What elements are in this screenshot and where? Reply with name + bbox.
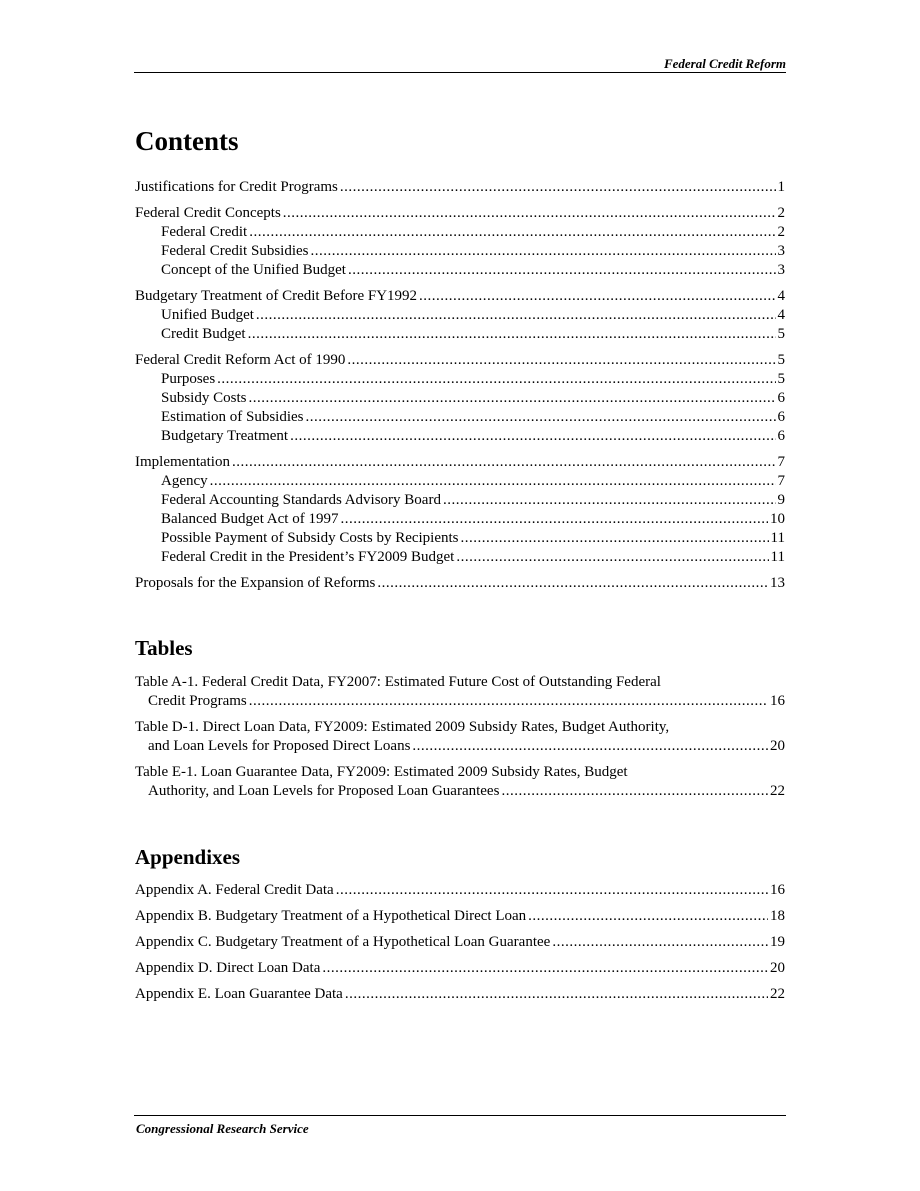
- toc-entry-label: Budgetary Treatment: [161, 428, 289, 444]
- toc-entry-section[interactable]: [135, 351, 785, 370]
- dot-leader: [248, 389, 775, 408]
- appendix-entry[interactable]: [135, 881, 785, 900]
- toc-entry-label: Credit Budget: [161, 326, 246, 342]
- toc-entry-page-number: 3: [777, 243, 785, 259]
- toc-entry-page-number: 11: [770, 530, 785, 546]
- toc-entry-subsection[interactable]: [135, 472, 785, 491]
- toc-entry-page-number: 9: [777, 492, 785, 508]
- toc-entry-label: Appendix A. Federal Credit Data: [135, 882, 334, 898]
- toc-entry-page-number: 6: [777, 390, 785, 406]
- contents-heading: Contents: [135, 126, 239, 156]
- toc-entry-page-number: 1: [777, 179, 785, 195]
- toc-entry-label: Justifications for Credit Programs: [135, 179, 338, 195]
- dot-leader: [217, 370, 775, 389]
- toc-entry-subsection[interactable]: [135, 491, 785, 510]
- toc-entry-page-number: 6: [777, 409, 785, 425]
- appendix-entry[interactable]: [135, 907, 785, 926]
- dot-leader: [461, 529, 769, 548]
- toc-entry-label: Federal Credit Reform Act of 1990: [135, 352, 346, 368]
- toc-entry-label: Subsidy Costs: [161, 390, 247, 406]
- table-entry-title: Table A-1. Federal Credit Data, FY2007: Estimated Future Cost of Outstanding Federal: [135, 674, 661, 690]
- toc-entry-page-number: 7: [777, 473, 785, 489]
- table-list-entry[interactable]: [135, 673, 785, 711]
- dot-leader: [283, 204, 776, 223]
- table-entry-continuation: [135, 737, 785, 756]
- tables-heading: Tables: [135, 636, 193, 660]
- dot-leader: [501, 782, 768, 801]
- dot-leader: [336, 881, 768, 900]
- dot-leader: [552, 933, 768, 952]
- toc-entry-subsection[interactable]: [135, 242, 785, 261]
- table-entry-title: Table E-1. Loan Guarantee Data, FY2009: Estimated 2009 Subsidy Rates, Budget: [135, 764, 628, 780]
- toc-entry-subsection[interactable]: [135, 408, 785, 427]
- dot-leader: [256, 306, 776, 325]
- toc-entry-subsection[interactable]: [135, 529, 785, 548]
- dot-leader: [248, 325, 776, 344]
- toc-entry-label: Credit Programs: [148, 693, 247, 709]
- toc-entry-page-number: 22: [770, 986, 785, 1002]
- appendix-entry[interactable]: [135, 985, 785, 1004]
- dot-leader: [347, 351, 775, 370]
- toc-entry-subsection[interactable]: [135, 306, 785, 325]
- toc-entry-page-number: 5: [777, 371, 785, 387]
- toc-entry-page-number: 20: [770, 960, 785, 976]
- dot-leader: [419, 287, 775, 306]
- toc-entry-page-number: 7: [777, 454, 785, 470]
- toc-entry-page-number: 22: [770, 783, 785, 799]
- dot-leader: [345, 985, 768, 1004]
- toc-entry-label: Purposes: [161, 371, 216, 387]
- toc-entry-label: Possible Payment of Subsidy Costs by Recipients: [161, 530, 459, 546]
- toc-entry-page-number: 3: [777, 262, 785, 278]
- page-content: [135, 124, 785, 1004]
- toc-entry-label: Estimation of Subsidies: [161, 409, 304, 425]
- toc-entry-label: Appendix B. Budgetary Treatment of a Hypothetical Direct Loan: [135, 908, 527, 924]
- toc-entry-label: Federal Accounting Standards Advisory Board: [161, 492, 441, 508]
- header-rule: [134, 72, 786, 73]
- dot-leader: [340, 510, 768, 529]
- appendix-entry[interactable]: [135, 959, 785, 978]
- toc-entry-label: Federal Credit in the President’s FY2009 Budget: [161, 549, 455, 565]
- dot-leader: [249, 223, 775, 242]
- footer-rule: [134, 1115, 786, 1116]
- dot-leader: [306, 408, 776, 427]
- appendixes-section: [135, 844, 785, 1004]
- toc-entry-section[interactable]: [135, 178, 785, 197]
- toc-entry-page-number: 5: [777, 352, 785, 368]
- appendixes-list: [135, 881, 785, 1004]
- dot-leader: [340, 178, 776, 197]
- toc-entry-subsection[interactable]: [135, 261, 785, 280]
- toc-entry-label: Concept of the Unified Budget: [161, 262, 346, 278]
- toc-entry-page-number: 19: [770, 934, 785, 950]
- dot-leader: [232, 453, 776, 472]
- toc-entry-label: Appendix E. Loan Guarantee Data: [135, 986, 343, 1002]
- toc-entry-page-number: 2: [777, 224, 785, 240]
- toc-entry-page-number: 13: [770, 575, 785, 591]
- tables-list: [135, 673, 785, 801]
- tables-section: [135, 635, 785, 801]
- toc-entry-label: Balanced Budget Act of 1997: [161, 511, 339, 527]
- toc-entry-subsection[interactable]: [135, 548, 785, 567]
- toc-entry-page-number: 4: [777, 307, 785, 323]
- dot-leader: [377, 574, 768, 593]
- toc-entry-label: Federal Credit Subsidies: [161, 243, 309, 259]
- toc-entry-subsection[interactable]: [135, 325, 785, 344]
- toc-entry-page-number: 4: [777, 288, 785, 304]
- toc-entry-section[interactable]: [135, 204, 785, 223]
- dot-leader: [249, 692, 768, 711]
- contents-list: [135, 178, 785, 593]
- dot-leader: [290, 427, 775, 446]
- toc-entry-section[interactable]: [135, 574, 785, 593]
- toc-entry-subsection[interactable]: [135, 370, 785, 389]
- toc-entry-label: Budgetary Treatment of Credit Before FY1992: [135, 288, 418, 304]
- toc-entry-page-number: 10: [770, 511, 785, 527]
- toc-entry-page-number: 5: [777, 326, 785, 342]
- dot-leader: [443, 491, 776, 510]
- toc-entry-label: Agency: [161, 473, 208, 489]
- running-header: Federal Credit Reform: [663, 56, 786, 71]
- toc-entry-label: Implementation: [135, 454, 230, 470]
- toc-entry-subsection[interactable]: [135, 510, 785, 529]
- table-entry-continuation: [135, 782, 785, 801]
- toc-entry-section[interactable]: [135, 287, 785, 306]
- dot-leader: [210, 472, 776, 491]
- toc-entry-label: Federal Credit: [161, 224, 248, 240]
- table-list-entry[interactable]: [135, 718, 785, 756]
- running-footer: Congressional Research Service: [136, 1121, 309, 1136]
- toc-entry-page-number: 6: [777, 428, 785, 444]
- table-list-entry[interactable]: [135, 763, 785, 801]
- toc-entry-label: Federal Credit Concepts: [135, 205, 281, 221]
- table-entry-title: Table D-1. Direct Loan Data, FY2009: Estimated 2009 Subsidy Rates, Budget Authority,: [135, 719, 670, 735]
- toc-entry-page-number: 18: [770, 908, 785, 924]
- dot-leader: [310, 242, 775, 261]
- toc-entry-label: Proposals for the Expansion of Reforms: [135, 575, 376, 591]
- toc-entry-label: Appendix D. Direct Loan Data: [135, 960, 321, 976]
- toc-entry-page-number: 2: [777, 205, 785, 221]
- dot-leader: [348, 261, 776, 280]
- dot-leader: [528, 907, 768, 926]
- toc-entry-subsection[interactable]: [135, 389, 785, 408]
- table-entry-continuation: [135, 692, 785, 711]
- dot-leader: [456, 548, 768, 567]
- toc-entry-page-number: 11: [770, 549, 785, 565]
- toc-entry-label: Appendix C. Budgetary Treatment of a Hypothetical Loan Guarantee: [135, 934, 551, 950]
- dot-leader: [412, 737, 768, 756]
- appendixes-heading: Appendixes: [135, 845, 241, 869]
- dot-leader: [322, 959, 768, 978]
- toc-entry-page-number: 16: [770, 693, 785, 709]
- toc-entry-label: and Loan Levels for Proposed Direct Loans: [148, 738, 411, 754]
- toc-entry-subsection[interactable]: [135, 223, 785, 242]
- toc-entry-subsection[interactable]: [135, 427, 785, 446]
- toc-entry-page-number: 16: [770, 882, 785, 898]
- appendix-entry[interactable]: [135, 933, 785, 952]
- toc-entry-label: Authority, and Loan Levels for Proposed Loan Guarantees: [148, 783, 500, 799]
- toc-entry-label: Unified Budget: [161, 307, 254, 323]
- toc-entry-page-number: 20: [770, 738, 785, 754]
- toc-entry-section[interactable]: [135, 453, 785, 472]
